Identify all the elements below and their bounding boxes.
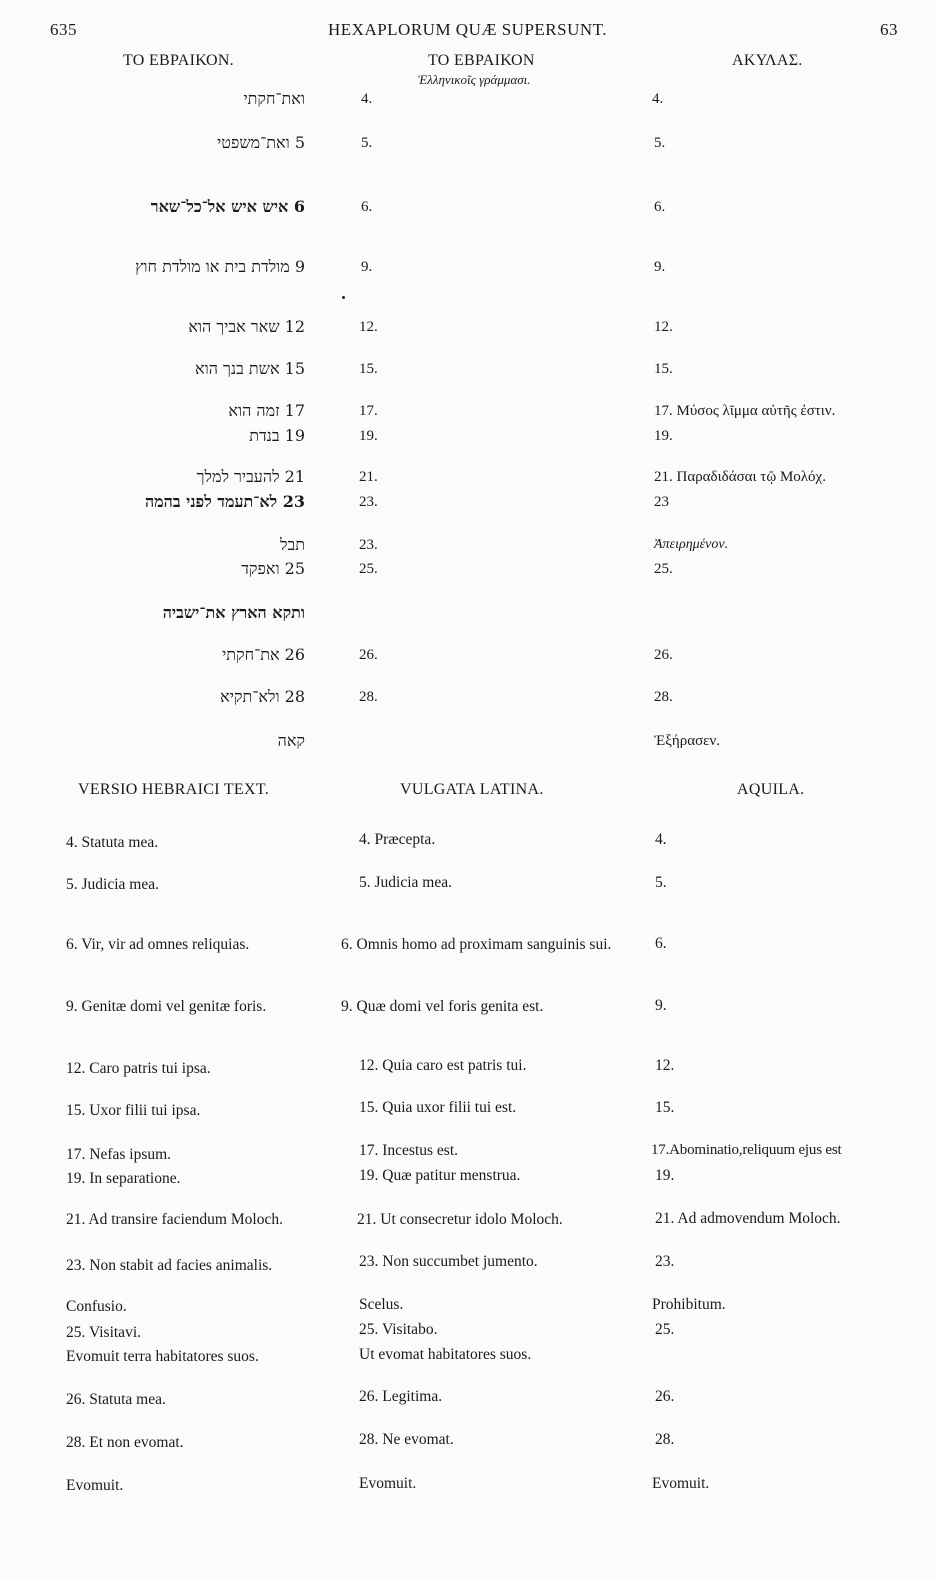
vulgata-text: 9. Quæ domi vel foris genita est. [341, 998, 544, 1015]
versio-text: Confusio. [66, 1298, 127, 1315]
greek-transliteration: 17. [359, 403, 378, 419]
hebrew-text: 15 אשת בנך הוא [195, 359, 305, 378]
col-head-vulgata: VULGATA LATINA. [400, 781, 544, 798]
vulgata-text: 28. Ne evomat. [359, 1431, 454, 1448]
versio-text: 5. Judicia mea. [66, 876, 159, 893]
vulgata-text: 26. Legitima. [359, 1388, 443, 1405]
versio-text: 19. In separatione. [66, 1170, 181, 1187]
aquila-greek: 25. [654, 561, 673, 577]
hebrew-text: 21 להעביר למלך [196, 467, 305, 486]
aquila-greek: 21. Παραδιδάσαι τῷ Μολόχ. [654, 469, 826, 485]
aquila-latin: 4. [655, 831, 667, 848]
aquila-greek: 23 [654, 494, 669, 510]
aquila-latin: 21. Ad admovendum Moloch. [655, 1210, 841, 1227]
aquila-latin: 23. [655, 1253, 675, 1270]
hebrew-text: 28 ולא־תקיא [220, 687, 305, 706]
versio-text: Evomuit terra habitatores suos. [66, 1348, 259, 1365]
hebrew-text: קאה [277, 731, 305, 750]
col-head-aquila-latin: AQUILA. [737, 781, 805, 798]
aquila-greek: 12. [654, 319, 673, 335]
page-number-right: 63 [880, 20, 898, 39]
aquila-greek: 19. [654, 428, 673, 444]
ink-speck [342, 296, 345, 299]
vulgata-text: 5. Judicia mea. [359, 874, 452, 891]
vulgata-text: 21. Ut consecretur idolo Moloch. [357, 1211, 563, 1228]
versio-text: 12. Caro patris tui ipsa. [66, 1060, 211, 1077]
aquila-latin: 15. [655, 1099, 675, 1116]
col-head-hebrew: ΤΟ ΕΒΡΑΙΚΟΝ. [123, 52, 234, 69]
greek-transliteration: 4. [361, 91, 373, 107]
hebrew-text: 26 את־חקתי [222, 645, 305, 664]
aquila-latin: Evomuit. [652, 1475, 710, 1492]
greek-transliteration: 28. [359, 689, 378, 705]
aquila-greek: Ἐξήρασεν. [654, 733, 721, 749]
aquila-greek: 26. [654, 647, 673, 663]
greek-transliteration: 25. [359, 561, 378, 577]
vulgata-text: 23. Non succumbet jumento. [359, 1253, 538, 1270]
aquila-greek: 5. [654, 135, 666, 151]
greek-transliteration: 19. [359, 428, 378, 444]
aquila-greek: 4. [652, 91, 664, 107]
aquila-latin: 12. [655, 1057, 675, 1074]
hebrew-text: 25 ואפקד [241, 559, 305, 578]
greek-transliteration: 6. [361, 199, 373, 215]
versio-text: 4. Statuta mea. [66, 834, 159, 851]
versio-text: 26. Statuta mea. [66, 1391, 166, 1408]
aquila-latin: Prohibitum. [652, 1296, 726, 1313]
hebrew-text: 5 ואת־משפטי [217, 133, 305, 152]
versio-text: 21. Ad transire faciendum Moloch. [66, 1211, 283, 1228]
versio-text: 9. Genitæ domi vel genitæ foris. [66, 998, 267, 1015]
greek-transliteration: 23. [359, 494, 378, 510]
running-title: HEXAPLORUM QUÆ SUPERSUNT. [328, 20, 608, 39]
vulgata-text: Evomuit. [359, 1475, 417, 1492]
versio-text: 15. Uxor filii tui ipsa. [66, 1102, 201, 1119]
aquila-latin: 26. [655, 1388, 675, 1405]
vulgata-text: 12. Quia caro est patris tui. [359, 1057, 527, 1074]
hebrew-text: ואת־חקתי [243, 89, 305, 108]
aquila-latin: 6. [655, 935, 667, 952]
aquila-latin: 5. [655, 874, 667, 891]
greek-transliteration: 21. [359, 469, 378, 485]
aquila-greek: 6. [654, 199, 666, 215]
aquila-latin: 25. [655, 1321, 675, 1338]
vulgata-text: 4. Præcepta. [359, 831, 436, 848]
col-head-aquila-greek: ΑΚΥΛΑΣ. [732, 52, 803, 69]
aquila-greek: 9. [654, 259, 666, 275]
versio-text: 17. Nefas ipsum. [66, 1146, 172, 1163]
aquila-greek: 17. Μύσος λῖμμα αὐτῆς ἐστιν. [654, 403, 836, 419]
greek-transliteration: 5. [361, 135, 373, 151]
aquila-latin: 9. [655, 997, 667, 1014]
versio-text: Evomuit. [66, 1477, 124, 1494]
col-head-greek-letters: ΤΟ ΕΒΡΑΙΚΟΝ [428, 52, 535, 69]
versio-text: 28. Et non evomat. [66, 1434, 184, 1451]
greek-transliteration: 15. [359, 361, 378, 377]
greek-transliteration: 9. [361, 259, 373, 275]
vulgata-text: 17. Incestus est. [359, 1142, 459, 1159]
vulgata-text: 6. Omnis homo ad proximam sanguinis sui. [341, 936, 612, 953]
hebrew-text: 17 זמה הוא [228, 401, 305, 420]
aquila-latin: 19. [655, 1167, 675, 1184]
hebrew-text: 6 איש איש אל־כל־שאר [150, 197, 305, 216]
page-number-left: 635 [50, 20, 77, 39]
hebrew-text: 9 מולדת בית או מולדת חוץ [135, 257, 305, 276]
vulgata-text: 15. Quia uxor filii tui est. [359, 1099, 517, 1116]
col-head-versio: VERSIO HEBRAICI TEXT. [78, 781, 270, 798]
aquila-greek: Ἀπειρημένον. [654, 537, 729, 552]
col-subhead-greek-letters: Ἑλληνικοῖς γράμμασι. [418, 72, 531, 87]
vulgata-text: 19. Quæ patitur menstrua. [359, 1167, 521, 1184]
greek-transliteration: 23. [359, 537, 378, 553]
greek-transliteration: 12. [359, 319, 378, 335]
hebrew-text: 19 בנדת [249, 426, 305, 445]
versio-text: 6. Vir, vir ad omnes reliquias. [66, 936, 250, 953]
aquila-latin: 28. [655, 1431, 675, 1448]
vulgata-text: Scelus. [359, 1296, 404, 1313]
vulgata-text: Ut evomat habitatores suos. [359, 1346, 532, 1363]
versio-text: 23. Non stabit ad facies animalis. [66, 1257, 273, 1274]
aquila-greek: 28. [654, 689, 673, 705]
vulgata-text: 25. Visitabo. [359, 1321, 438, 1338]
hebrew-text: 23 לא־תעמד לפני בהמה [144, 492, 305, 511]
versio-text: 25. Visitavi. [66, 1324, 141, 1341]
hebrew-text: 12 שאר אביך הוא [188, 317, 305, 336]
hebrew-text: תבל [280, 535, 305, 554]
hebrew-text: ותקא הארץ את־ישביה [162, 603, 305, 622]
aquila-latin: 17.Abominatio,reliquum ejus est [651, 1142, 842, 1158]
greek-transliteration: 26. [359, 647, 378, 663]
aquila-greek: 15. [654, 361, 673, 377]
